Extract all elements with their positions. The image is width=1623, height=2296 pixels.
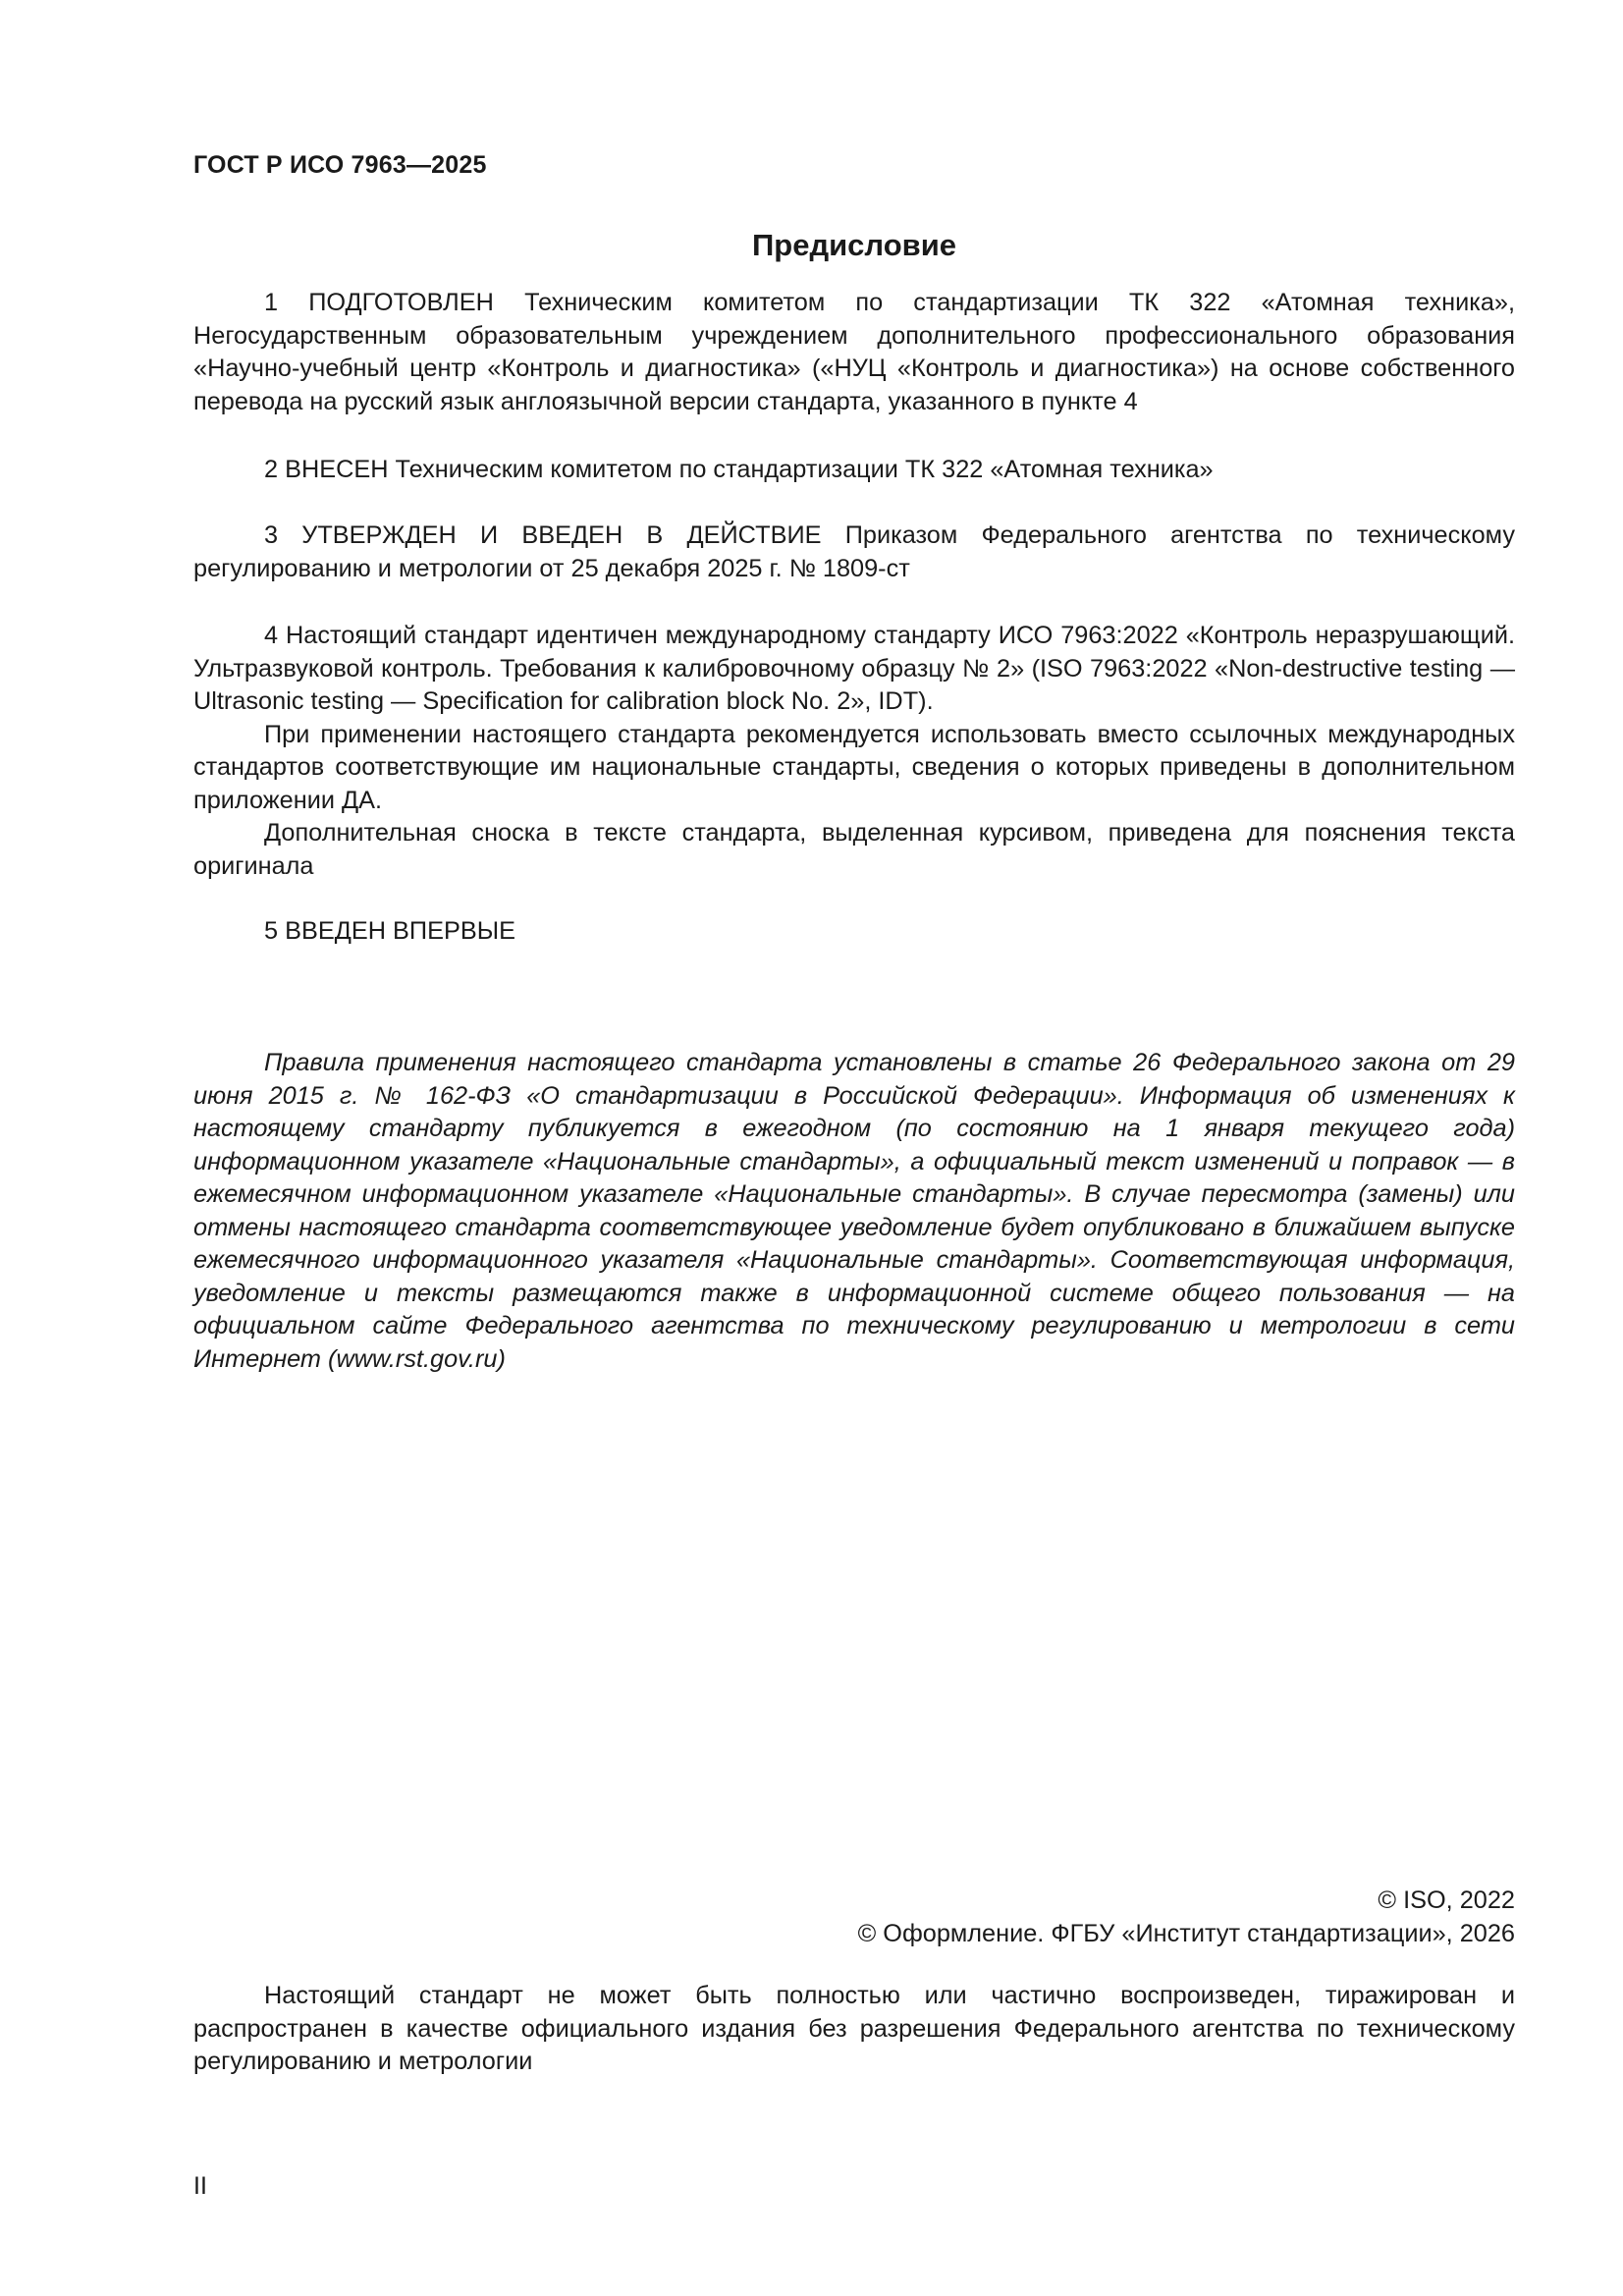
preface-item-2 [193,454,1515,487]
preface-item-4-note-1: При применении настоящего стандарта рекомендуется использовать вместо ссылочных международных стандартов соответствующие им национальные стандарты, сведения о которых приведены в дополнительном приложении ДА. [193,720,1515,814]
copyright-block [193,1885,1515,1950]
page-number: II [193,2172,207,2200]
copyright-iso: © ISO, 2022 [1378,1886,1515,1914]
document-code: ГОСТ Р ИСО 7963—2025 [193,151,487,179]
preface-item-3 [193,519,1515,585]
preface-item-3-text: 3 УТВЕРЖДЕН И ВВЕДЕН В ДЕЙСТВИЕ Приказом Федерального агентства по техническому регулированию и метрологии от 25 декабря 2025 г. № 1809-ст [193,521,1515,582]
preface-item-2-text: 2 ВНЕСЕН Техническим комитетом по стандартизации ТК 322 «Атомная техника» [264,456,1214,483]
reproduction-notice [193,1980,1515,2079]
preface-item-4-text: 4 Настоящий стандарт идентичен международному стандарту ИСО 7963:2022 «Контроль неразрушающий. Ультразвуковой контроль. Требования к калибровочному образцу № 2» (ISO 7963:2022 «Non-destructive testing — Ultrasonic testing — Specification for calibration block No. 2», IDT). [193,622,1515,715]
preface-item-4 [193,620,1515,883]
preface-item-1 [193,287,1515,418]
preface-title: Предисловие [751,228,956,262]
preface-item-1-text: 1 ПОДГОТОВЛЕН Техническим комитетом по стандартизации ТК 322 «Атомная техника», Негосударственным образовательным учреждением дополнительного профессионального образования «Научно-учебный центр «Контроль и диагностика» («НУЦ «Контроль и диагностика») на основе собственного перевода на русский язык англоязычной версии стандарта, указанного в пункте 4 [193,289,1515,415]
preface-item-5-text: 5 ВВЕДЕН ВПЕРВЫЕ [264,917,515,945]
rules-notice-text: Правила применения настоящего стандарта установлены в статье 26 Федерального закона от 29 июня 2015 г. № 162-ФЗ «О стандартизации в Российской Федерации». Информация об изменениях к настоящему стандарту публикуется в ежегодном (по состоянию на 1 января текущего года) информационном указателе «Национальные стандарты», а официальный текст изменений и поправок — в ежемесячном информационном указателе «Национальные стандарты». В случае пересмотра (замены) или отмены настоящего стандарта соответствующее уведомление будет опубликовано в ближайшем выпуске ежемесячного информационного указателя «Национальные стандарты». Соответствующая информация, уведомление и тексты размещаются также в информационной системе общего пользования — на официальном сайте Федерального агентства по техническому регулированию и метрологии в сети Интернет (www.rst.gov.ru) [193,1049,1515,1373]
reproduction-notice-text: Настоящий стандарт не может быть полностью или частично воспроизведен, тиражирован и распространен в качестве официального издания без разрешения Федерального агентства по техническому регулированию и метрологии [193,1982,1515,2075]
copyright-design: © Оформление. ФГБУ «Институт стандартизации», 2026 [857,1919,1515,1947]
rules-notice [193,1047,1515,1376]
preface-item-5 [193,915,1515,949]
preface-item-4-note-2: Дополнительная сноска в тексте стандарта, выделенная курсивом, приведена для пояснения текста оригинала [193,819,1515,880]
